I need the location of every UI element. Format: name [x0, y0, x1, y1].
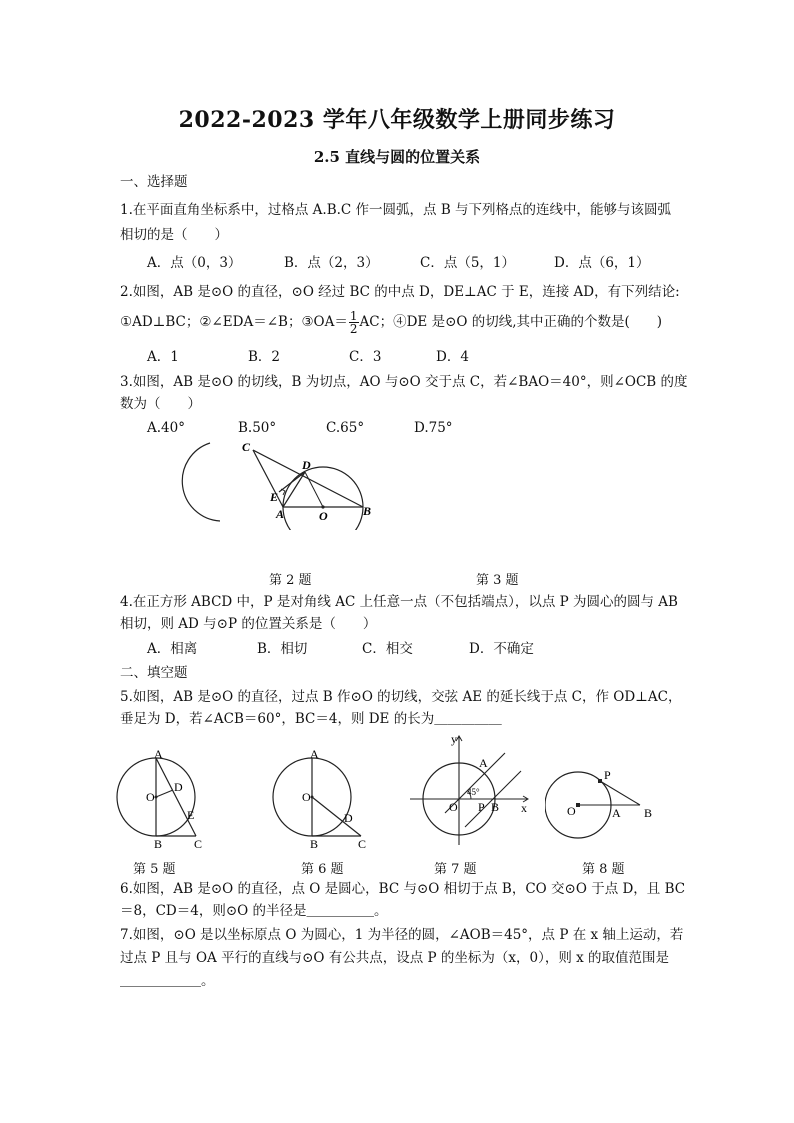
- fig8-caption: 第 8 题: [582, 862, 625, 877]
- q2-fraction: [349, 310, 359, 335]
- q2-text-line2: [120, 310, 662, 335]
- q6-text-line1: 6.如图，AB 是⊙O 的直径，点 O 是圆心，BC 与⊙O 相切于点 B，CO 交⊙O 于点 D，且 BC: [120, 881, 686, 897]
- q2-text-line1: 2.如图，AB 是⊙O 的直径，⊙O 经过 BC 的中点 D，DE⊥AC 于 E，连接 AD，有下列结论:: [120, 284, 680, 300]
- q7-text-line3: ＿＿＿＿＿＿。: [120, 973, 215, 989]
- q2-fraction-numerator: 1: [349, 309, 358, 323]
- figure-q2-q3: [180, 435, 400, 530]
- fig7-label-o: O: [449, 800, 458, 814]
- fig7-label-p: P: [478, 800, 485, 814]
- fig8-label-o: O: [567, 804, 576, 818]
- fig5-label-d: D: [174, 780, 183, 794]
- q7-text-line2: 过点 P 且与 OA 平行的直线与⊙O 有公共点，设点 P 的坐标为（x，0），则 x 的取值范围是: [120, 950, 670, 966]
- q3-option-b: B.50°: [238, 420, 277, 436]
- fig2-label-a: A: [276, 507, 285, 521]
- section-choice-heading: 一、选择题: [120, 174, 188, 190]
- page-subtitle: 2.5 直线与圆的位置关系: [313, 148, 481, 166]
- q4-text-line2: 相切，则 AD 与⊙P 的位置关系是（ ）: [120, 616, 377, 632]
- q3-text-line2: 数为（ ）: [120, 396, 201, 412]
- q4-option-c: C．相交: [362, 641, 413, 657]
- q3-option-d: D.75°: [414, 420, 453, 436]
- q4-text-line1: 4.在正方形 ABCD 中，P 是对角线 AC 上任意一点（不包括端点），以点 P 为圆心的圆与 AB: [120, 594, 678, 610]
- q2-fraction-denominator: 2: [349, 322, 358, 336]
- page-title: 2022-2023 学年八年级数学上册同步练习: [178, 107, 616, 133]
- q1-text-line1: 1.在平面直角坐标系中，过格点 A.B.C 作一圆弧，点 B 与下列格点的连线中，能够与该圆弧: [120, 202, 672, 218]
- fig2-line-de: [279, 472, 305, 492]
- fig5-caption: 第 5 题: [133, 862, 176, 877]
- fig2-line-ca: [253, 450, 283, 507]
- q4-option-b: B．相切: [257, 641, 308, 657]
- q4-option-a: A．相离: [147, 641, 198, 657]
- fig6-caption: 第 6 题: [301, 862, 344, 877]
- fig2-label-o: O: [319, 509, 328, 523]
- q1-option-c: C．点（5，1）: [420, 255, 516, 271]
- fig2-label-c: C: [242, 440, 251, 454]
- fig7-label-angle: 45°: [467, 787, 480, 797]
- fig6-center-dot: [311, 796, 314, 799]
- fig6-line-oc: [312, 797, 361, 836]
- q2-option-d: D．4: [436, 349, 469, 365]
- q7-text-line1: 7.如图，⊙O 是以坐标原点 O 为圆心，1 为半径的圆，∠AOB＝45°，点 P 在 x 轴上运动，若: [120, 927, 684, 943]
- q2-option-b: B．2: [248, 349, 281, 365]
- q5-text-line2: 垂足为 D，若∠ACB＝60°，BC＝4，则 DE 的长为＿＿＿＿＿: [120, 711, 502, 727]
- q1-option-b: B．点（2，3）: [284, 255, 379, 271]
- fig2-label-e: E: [270, 490, 279, 504]
- q3-option-c: C.65°: [326, 420, 365, 436]
- fig5-label-b: B: [154, 837, 163, 850]
- fig7-label-a: A: [479, 756, 488, 770]
- q2-line2-part-b: AC；④DE 是⊙O 的切线,其中正确的个数是( ): [359, 314, 663, 330]
- fig8-label-a: A: [612, 806, 621, 820]
- figure-6: [272, 750, 372, 850]
- fig3-partial-arc: [182, 443, 220, 521]
- figure-8: [545, 765, 660, 845]
- q3-option-a: A.40°: [147, 420, 185, 436]
- figure-5: [116, 750, 216, 850]
- q1-text-line2: 相切的是（ ）: [120, 227, 228, 243]
- fig8-center-dot: [576, 803, 580, 807]
- q2-option-a: A．1: [147, 349, 179, 365]
- q2-option-c: C．3: [349, 349, 382, 365]
- fig2-label-d: D: [302, 458, 311, 472]
- fig5-line-od: [156, 790, 173, 797]
- fig5-line-ac: [156, 758, 196, 836]
- figure-7: [405, 733, 535, 848]
- fig8-label-p: P: [604, 768, 611, 782]
- fig5-label-a: A: [154, 750, 163, 761]
- fig7-label-y: y: [451, 733, 457, 746]
- q4-option-d: D．不确定: [469, 641, 534, 657]
- fig2-caption: 第 2 题: [269, 573, 312, 588]
- fig8-point-p: [598, 779, 602, 783]
- fig7-caption: 第 7 题: [434, 862, 477, 877]
- fig7-label-x: x: [521, 801, 527, 815]
- q3-text-line1: 3.如图，AB 是⊙O 的切线，B 为切点，AO 与⊙O 交于点 C，若∠BAO＝40°，则∠OCB 的度: [120, 374, 688, 390]
- q2-line2-part-a: ①AD⊥BC；②∠EDA＝∠B；③OA＝: [120, 314, 348, 330]
- section-fill-heading: 二、填空题: [120, 665, 188, 681]
- fig3-caption: 第 3 题: [476, 573, 519, 588]
- fig2-line-da: [283, 472, 305, 507]
- fig8-line-pb: [600, 781, 640, 805]
- fig6-label-o: O: [302, 790, 311, 804]
- fig6-label-c: C: [358, 837, 367, 850]
- fig5-label-e: E: [187, 808, 195, 822]
- fig6-label-d: D: [344, 811, 353, 825]
- fig7-label-b: B: [491, 800, 500, 814]
- fig5-label-o: O: [146, 790, 155, 804]
- fig2-label-b: B: [363, 504, 372, 518]
- q6-text-line2: ＝8，CD＝4，则⊙O 的半径是＿＿＿＿＿。: [120, 903, 388, 919]
- fig8-label-b: B: [644, 806, 653, 820]
- fig5-label-c: C: [194, 837, 203, 850]
- q5-text-line1: 5.如图，AB 是⊙O 的直径，过点 B 作⊙O 的切线，交弦 AE 的延长线于点 C，作 OD⊥AC，: [120, 689, 682, 705]
- fig5-center-dot: [155, 796, 158, 799]
- fig6-label-a: A: [310, 750, 319, 761]
- q1-option-d: D．点（6，1）: [554, 255, 650, 271]
- q1-option-a: A．点（0，3）: [147, 255, 242, 271]
- fig2-line-do: [305, 472, 323, 507]
- fig6-label-b: B: [310, 837, 319, 850]
